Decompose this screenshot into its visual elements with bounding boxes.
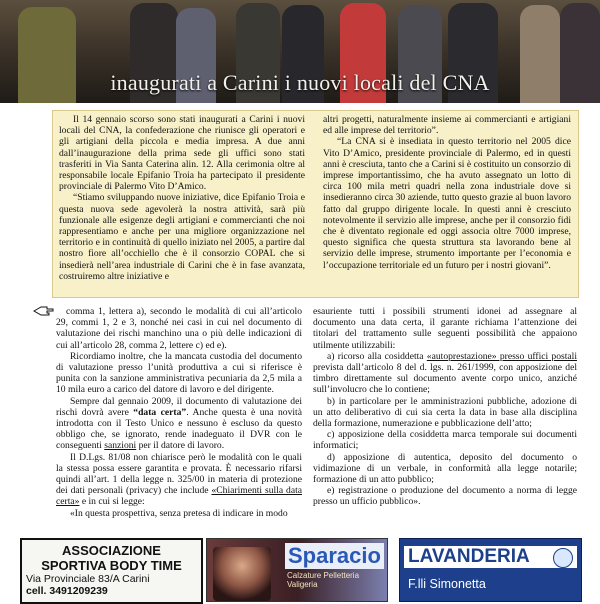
paragraph: Il 14 gennaio scorso sono stati inaugurati a Carini i nuovi locali del CNA, la confederazione che riunisce gli operatori e gli artigiani della piccola e media impresa. A due anni dall’inaugurazione della prima sede gli uffici sono stati trasferiti in Via Santa Caterina alin. 12. Alla cerimonia oltre al responsabile locale Epifanio Troia ha partecipato il presidente provinciale di Palermo Vito D’Amico. (59, 114, 305, 193)
paragraph (56, 452, 302, 508)
paragraph: comma 1, lettera a), secondo le modalità di cui all’articolo 29, commi 1, 2 e 3, nonché nei casi in cui nel documento di valutazione dei rischi manchino una o più delle indicazioni di cui all’articolo 28, comma 2, lettere c) ed e). (56, 306, 302, 351)
lower-column-left (56, 306, 302, 519)
ad-phone: cell. 3491209239 (26, 585, 108, 597)
article-headline: inaugurati a Carini i nuovi locali del CNA (110, 70, 490, 95)
paragraph: d) apposizione di autentica, deposito del documento o vidimazione di un verbale, in conformità alla legge notarile; formazione di un atto pubblico; (313, 451, 577, 486)
text: Sempre dal gennaio 2009, il documento di valutazione dei rischi dovrà avere (56, 395, 302, 418)
intro-column-left (59, 114, 305, 282)
text: . Anche questa è una novità introdotta con il Testo Unico e nessuno è escluso da questo obbligo che, se ignorato, rende inadeguato il DVR con le conseguenti (56, 406, 302, 452)
header-photo (0, 0, 600, 103)
underlined-text: sanzioni (104, 440, 137, 452)
text: prevista dall’articolo 8 del d. lgs. n. 261/1999, con apposizione del timbro direttamente sul documento avente corpo unico, anziché sull’involucro che lo contiene; (313, 362, 577, 396)
text: a) ricorso alla cosiddetta (327, 350, 427, 362)
bubble-icon (553, 548, 573, 568)
paragraph: “Stiamo sviluppando nuove iniziative, dice Epifanio Troia e questa nuova sede agevolerà la nostra attività, sarà più funzionale alle esigenze degli artigiani e commercianti che noi rappresentiamo e anche per una migliore organizzazione nel territorio e in continuità di quello iniziato nel 2005, a partire dal nostro fiore all’occhiello che è il consorzio COPAL che si insedierà nell’area industriale di Carini che è in fase avanzata, costruiremo altre iniziative e (59, 192, 305, 282)
intro-box (52, 110, 579, 298)
paragraph: «In questa prospettiva, senza pretesa di indicare in modo (70, 507, 288, 519)
ad-logo: Sparacio (285, 543, 384, 569)
paragraph: “La CNA si è insediata in questo territorio nel 2005 dice Vito D’Amico, presidente provinciale di Palermo, ed in questi anni è cresciuta, tanto che a Carini si è costituito un consorzio di imprese importantissimo, che ha avuto assegnato un lotto di circa 100 mila metri quadri nella zona industriale dove si insedieranno circa 30 aziende, tutto questo grazie al buon lavoro fatto dal gruppo dirigente locale. In questi anni è cresciuto notevolmente il servizio alle imprese, anche per il consorzio fidi che è diventato regionale ed oggi associa oltre 7000 imprese, questo significa che questa struttura sta lavorando bene al servizio delle imprese, strumento importante per l’economia e l’occupazione territoriale ed un futuro per i nostri giovani”. (323, 136, 571, 271)
pointing-hand-icon (33, 305, 55, 321)
ad-title: ASSOCIAZIONE (62, 543, 161, 558)
intro-column-right (323, 114, 571, 271)
paragraph: Ricordiamo inoltre, che la mancata custodia del documento di valutazione presso l’unità produttiva a cui si riferisce è punita con la sanzione amministrativa pecuniaria da 2,5 mila a 10 mila euro a carico del datore di lavoro e del dirigente. (56, 350, 302, 396)
text: e in cui si legge: (79, 496, 145, 508)
model-photo (213, 547, 271, 601)
ad-body-time (20, 538, 203, 604)
ad-owner: F.lli Simonetta (408, 577, 486, 591)
paragraph: c) apposizione della cosiddetta marca temporale sui documenti informatici; (313, 429, 577, 452)
ad-address: Via Provinciale 83/A Carini (26, 573, 150, 585)
paragraph (56, 396, 302, 452)
lower-column-right (313, 306, 577, 508)
paragraph (313, 351, 577, 396)
ad-title: SPORTIVA BODY TIME (41, 558, 182, 573)
underlined-text: «Chiarimenti sulla data certa» (56, 485, 302, 508)
ad-tagline: Calzature Pelletteria Valigeria (287, 571, 360, 589)
paragraph: b) in particolare per le amministrazioni pubbliche, adozione di un atto deliberativo di cui sia certa la data in base alla disciplina della formazione, numerazione e pubblicazione dell’atto; (313, 395, 577, 430)
paragraph: altri progetti, naturalmente insieme ai commercianti e artigiani ed alle imprese del territorio”. (323, 114, 571, 137)
ad-sparacio (206, 538, 388, 602)
paragraph: esauriente tutti i possibili strumenti idonei ad assegnare al documento una data certa, il garante richiama l’attenzione dei titolari del trattamento sulle seguenti possibilità che appaiono utilmente utilizzabili: (313, 306, 577, 351)
underlined-text: «autoprestazione» presso uffici postali (426, 350, 578, 362)
ad-lavanderia (399, 538, 582, 602)
emphasis: “data certa” (133, 406, 187, 418)
paragraph: e) registrazione o produzione del documento a norma di legge presso un ufficio pubblico». (313, 485, 577, 508)
text: Il D.Lgs. 81/08 non chiarisce però le modalità con le quali la stessa possa essere garantita e provata. È necessario rifarsi quindi all’art. 1 della legge n. 325/00 in materia di protezione dei dati personali (privacy) che include (56, 451, 302, 497)
text: per il datore di lavoro. (136, 440, 225, 452)
ad-title: LAVANDERIA (408, 546, 530, 567)
